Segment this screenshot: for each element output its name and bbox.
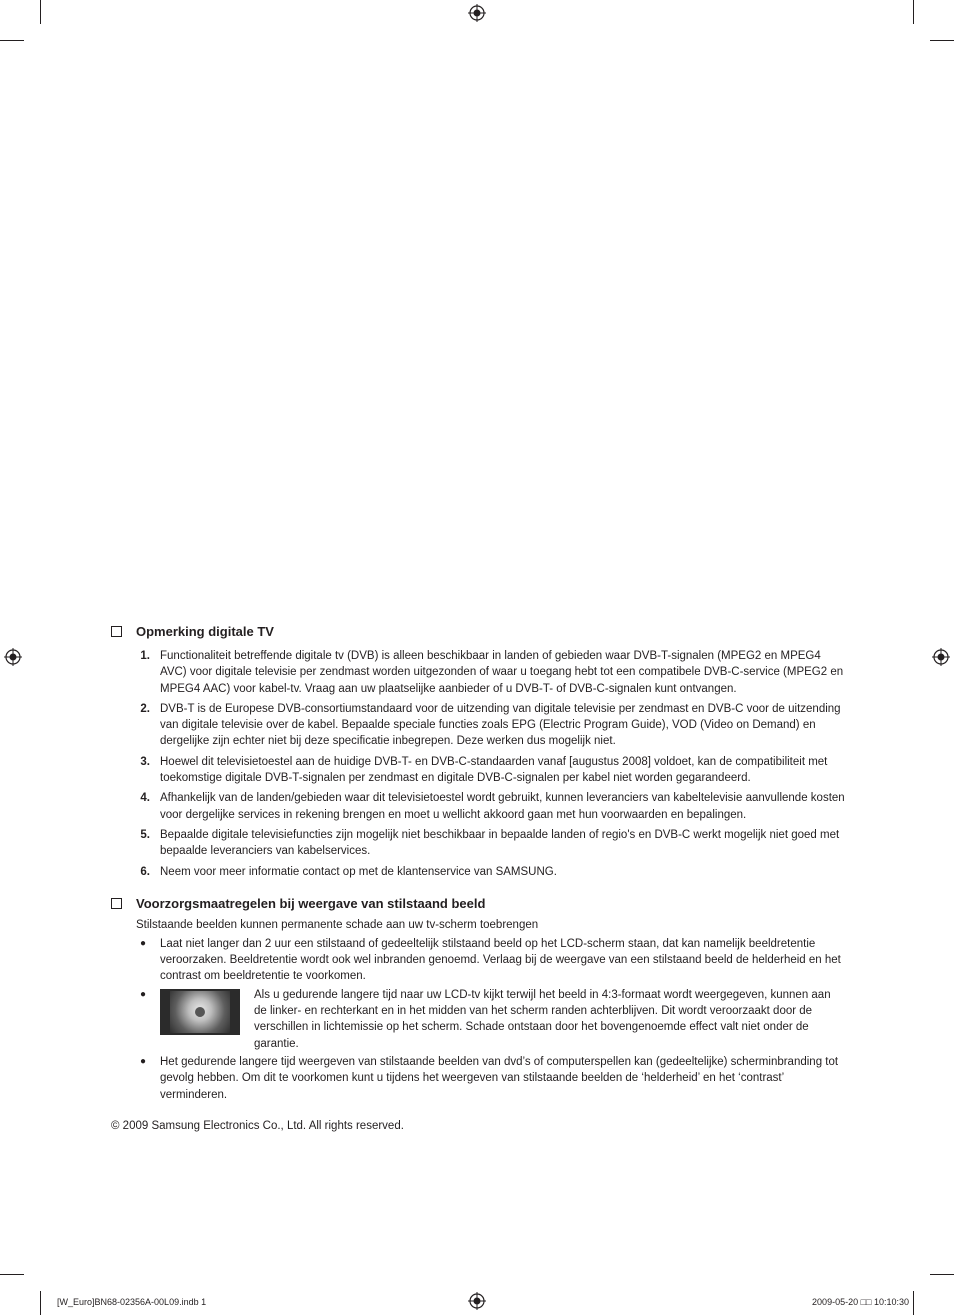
item-text: Neem voor meer informatie contact op met de klantenservice van SAMSUNG. <box>160 865 557 878</box>
item-text: Functionaliteit betreffende digitale tv (DVB) is alleen beschikbaar in landen of gebieden waar DVB-T-signalen (MPEG2 en MPEG4 AVC) voor digitale televisie per zendmast worden uitgezonden of waar u toegang hebt tot een compatibele DVB-C-service (MPEG2 en MPEG4 AAC) voor kabel-tv. Vraag aan uw plaatselijke aanbieder of u DVB-T- of DVB-C-signalen kunt ontvangen. <box>160 650 844 695</box>
item-number: 3. <box>140 755 150 768</box>
list-item <box>111 648 846 697</box>
print-slug-right: 2009-05-20 □□ 10:10:30 <box>812 1297 909 1307</box>
crop-mark <box>40 1291 41 1315</box>
section-heading-text: Voorzorgsmaatregelen bij weergave van stilstaand beeld <box>136 895 486 911</box>
list-item <box>111 987 846 1052</box>
item-text: Als u gedurende langere tijd naar uw LCD-tv kijkt terwijl het beeld in 4:3-formaat wordt weergegeven, kunnen aan de linker- en rechterkant en in het midden van het scherm randen achterblijven. Dit wordt veroorzaakt door de verschillen in lichtemissie op het scherm. Schade ontstaan door het bovengenoemde effect valt niet onder de garantie. <box>254 988 831 1050</box>
checkbox-square-icon <box>111 626 122 637</box>
bullet-icon: ● <box>139 937 146 949</box>
item-text: DVB-T is de Europese DVB-consortiumstandaard voor de uitzending van digitale televisie per zendmast en DVB-C voor de uitzending van digitale televisie over de kabel. Bepaalde speciale functies zoals EPG (Electric Program Guide), VOD (Video on Demand) en dergelijke zijn echter niet bij deze specificatie inbegrepen. Deze werken dus mogelijk niet. <box>160 702 841 748</box>
registration-mark-icon <box>4 648 22 666</box>
list-item <box>111 1054 846 1103</box>
section-heading-still-image <box>111 896 846 911</box>
item-with-image <box>160 987 846 1052</box>
crop-mark <box>913 0 914 24</box>
list-item <box>111 864 846 880</box>
crop-mark <box>930 1274 954 1275</box>
numbered-list <box>111 648 846 880</box>
item-text: Hoewel dit televisietoestel aan de huidige DVB-T- en DVB-C-standaarden vanaf [augustus 2008] voldoet, kan de compatibiliteit met toekomstige digitale DVB-T-signalen per zendmast en digitale DVB-C-signalen per kabel niet worden gegarandeerd. <box>160 755 828 785</box>
document-content <box>111 624 846 1132</box>
section-heading-digital-tv <box>111 624 846 639</box>
list-item <box>111 936 846 985</box>
item-text: Laat niet langer dan 2 uur een stilstaand of gedeeltelijk stilstaand beeld op het LCD-scherm staan, dat kan namelijk beeldretentie veroorzaken. Beeldretentie wordt ook wel inbranden genoemd. Verlaag bij de weergave van een stilstaand beeld de helderheid en het contrast om beeldretentie te voorkomen. <box>160 937 841 983</box>
copyright-text: © 2009 Samsung Electronics Co., Ltd. All rights reserved. <box>111 1119 404 1132</box>
list-item <box>111 827 846 860</box>
crop-mark <box>913 1291 914 1315</box>
print-slug-left: [W_Euro]BN68-02356A-00L09.indb 1 <box>57 1297 207 1307</box>
item-number: 4. <box>140 792 150 805</box>
checkbox-square-icon <box>111 898 122 909</box>
registration-mark-icon <box>932 648 950 666</box>
bullet-list <box>111 936 846 1103</box>
list-item <box>111 790 846 823</box>
item-number: 1. <box>140 650 150 662</box>
crop-mark <box>40 0 41 24</box>
list-item <box>111 701 846 750</box>
crop-mark <box>0 40 24 41</box>
item-number: 2. <box>140 702 150 715</box>
registration-mark-icon <box>468 1292 486 1310</box>
section-heading-text: Opmerking digitale TV <box>136 624 274 639</box>
bullet-icon: ● <box>139 1055 146 1067</box>
item-number: 6. <box>140 865 150 878</box>
registration-mark-icon <box>468 4 486 22</box>
item-number: 5. <box>140 828 150 841</box>
list-item <box>111 754 846 787</box>
section-intro: Stilstaande beelden kunnen permanente schade aan uw tv-scherm toebrengen <box>136 918 539 931</box>
bullet-icon: ● <box>139 988 146 1000</box>
item-text: Bepaalde digitale televisiefuncties zijn mogelijk niet beschikbaar in bepaalde landen of regio's en DVB-C werkt mogelijk niet goed met bepaalde leveranciers van kabelservices. <box>160 828 840 858</box>
item-text: Afhankelijk van de landen/gebieden waar dit televisietoestel wordt gebruikt, kunnen leveranciers van kabeltelevisie aanvullende kosten voor dergelijke services in rekening brengen en moet u wellicht akkoord gaan met hun voorwaarden en bepalingen. <box>160 792 845 821</box>
tv-still-image-illustration <box>160 989 240 1035</box>
item-text: Het gedurende langere tijd weergeven van stilstaande beelden van dvd’s of computerspellen kan (gedeeltelijke) scherminbranding tot gevolg hebben. Om dit te voorkomen kunt u tijdens het weergeven van stilstaande beelden de ‘helderheid’ en het ‘contrast’ verminderen. <box>160 1055 839 1101</box>
crop-mark <box>930 40 954 41</box>
crop-mark <box>0 1274 24 1275</box>
